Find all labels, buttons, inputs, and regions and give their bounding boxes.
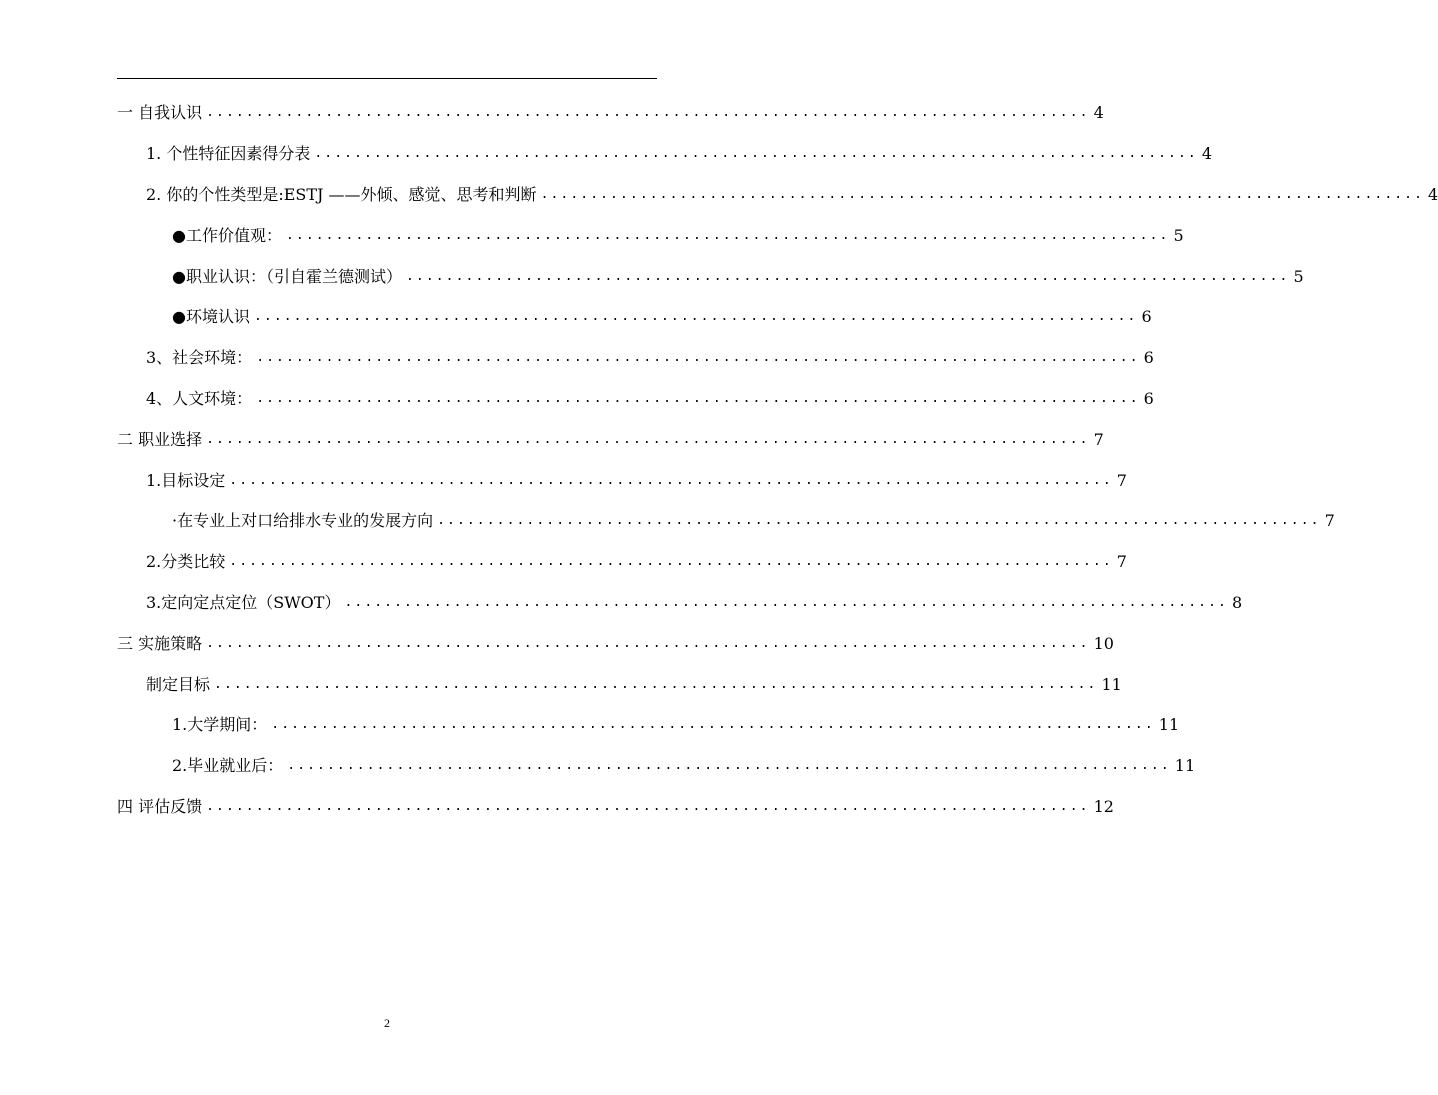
toc-entry-page: 7: [1093, 429, 1104, 449]
toc-dot-leader: .........................................................................................: [344, 594, 1228, 610]
toc-entry-label: 1.目标设定: [146, 470, 226, 490]
toc-entry-page: 6: [1143, 348, 1154, 368]
toc-entry-label: ●工作价值观：: [172, 225, 282, 245]
toc-dot-leader: .........................................................................................: [271, 717, 1155, 733]
toc-entry-label: 1. 个性特征因素得分表: [146, 144, 311, 164]
toc-entry[interactable]: [172, 501, 1335, 542]
toc-entry[interactable]: [172, 297, 1152, 338]
toc-entry-label: 2. 你的个性类型是:ESTJ ——外倾、感觉、思考和判断: [146, 184, 537, 204]
toc-entry-page: 4: [1201, 144, 1213, 164]
toc-entry[interactable]: [146, 338, 1154, 379]
toc-entry[interactable]: [146, 175, 1438, 216]
toc-entry[interactable]: [117, 419, 1104, 460]
toc-entry[interactable]: [146, 134, 1213, 175]
toc-entry-label: 制定目标: [146, 674, 211, 694]
toc-entry-label: 二 职业选择: [117, 429, 203, 449]
toc-entry-page: 7: [1116, 552, 1127, 572]
toc-dot-leader: .........................................................................................: [540, 186, 1425, 202]
toc-entry-page: 6: [1141, 307, 1152, 327]
toc-dot-leader: .........................................................................................: [229, 554, 1113, 570]
toc-entry-page: 5: [1173, 225, 1184, 245]
toc-dot-leader: .........................................................................................: [256, 350, 1140, 366]
toc-entry[interactable]: [172, 256, 1304, 297]
toc-entry-label: 1.大学期间：: [172, 715, 268, 735]
toc-dot-leader: .........................................................................................: [256, 390, 1140, 406]
toc-entry[interactable]: [172, 705, 1180, 746]
toc-entry[interactable]: [172, 746, 1196, 787]
toc-dot-leader: .........................................................................................: [214, 676, 1098, 692]
toc-dot-leader: .........................................................................................: [206, 798, 1090, 814]
toc-entry-label: 3.定向定点定位（SWOT）: [146, 592, 341, 612]
toc-entry-label: 2.毕业就业后：: [172, 756, 284, 776]
toc-entry[interactable]: [117, 787, 1114, 828]
toc-entry-page: 8: [1231, 592, 1243, 612]
toc-dot-leader: .........................................................................................: [206, 635, 1090, 651]
toc-entry-label: ·在专业上对口给排水专业的发展方向: [172, 511, 434, 531]
toc-dot-leader: .........................................................................................: [206, 431, 1090, 447]
toc-dot-leader: .........................................................................................: [405, 268, 1290, 284]
toc-entry[interactable]: [146, 542, 1127, 583]
toc-dot-leader: .........................................................................................: [285, 227, 1170, 243]
toc-entry-page: 5: [1293, 266, 1304, 286]
toc-entry-page: 6: [1143, 388, 1154, 408]
header-rule: [117, 78, 657, 79]
toc-entry-label: 3、社会环境：: [146, 348, 253, 368]
toc-dot-leader: .........................................................................................: [253, 309, 1138, 325]
toc-dot-leader: .........................................................................................: [229, 472, 1113, 488]
toc-entry-page: 4: [1093, 103, 1104, 123]
toc-entry-page: 11: [1158, 715, 1180, 735]
toc-entry-page: 4: [1428, 184, 1438, 204]
toc-entry[interactable]: [117, 93, 1104, 134]
table-of-contents: [0, 93, 1438, 827]
toc-entry-label: 一 自我认识: [117, 103, 203, 123]
page-number: 2: [384, 1016, 390, 1030]
toc-dot-leader: .........................................................................................: [314, 146, 1198, 162]
toc-entry-page: 7: [1324, 511, 1335, 531]
toc-dot-leader: .........................................................................................: [206, 105, 1090, 121]
toc-entry-page: 10: [1093, 633, 1114, 653]
toc-entry-label: 4、人文环境：: [146, 388, 253, 408]
toc-entry[interactable]: [146, 664, 1122, 705]
toc-entry[interactable]: [146, 379, 1154, 420]
toc-entry-label: ●职业认识：（引自霍兰德测试）: [172, 266, 402, 286]
toc-entry-label: ●环境认识: [172, 307, 250, 327]
toc-entry-label: 四 评估反馈: [117, 796, 203, 816]
toc-entry-page: 11: [1101, 674, 1122, 694]
toc-entry[interactable]: [146, 583, 1243, 624]
toc-dot-leader: .........................................................................................: [287, 758, 1171, 774]
toc-entry-page: 7: [1116, 470, 1127, 490]
toc-dot-leader: .........................................................................................: [437, 513, 1321, 529]
toc-entry-label: 2.分类比较: [146, 552, 226, 572]
toc-entry-page: 12: [1093, 796, 1114, 816]
toc-entry[interactable]: [146, 460, 1127, 501]
toc-entry-label: 三 实施策略: [117, 633, 203, 653]
toc-entry[interactable]: [172, 215, 1184, 256]
toc-entry-page: 11: [1174, 756, 1196, 776]
toc-entry[interactable]: [117, 623, 1114, 664]
